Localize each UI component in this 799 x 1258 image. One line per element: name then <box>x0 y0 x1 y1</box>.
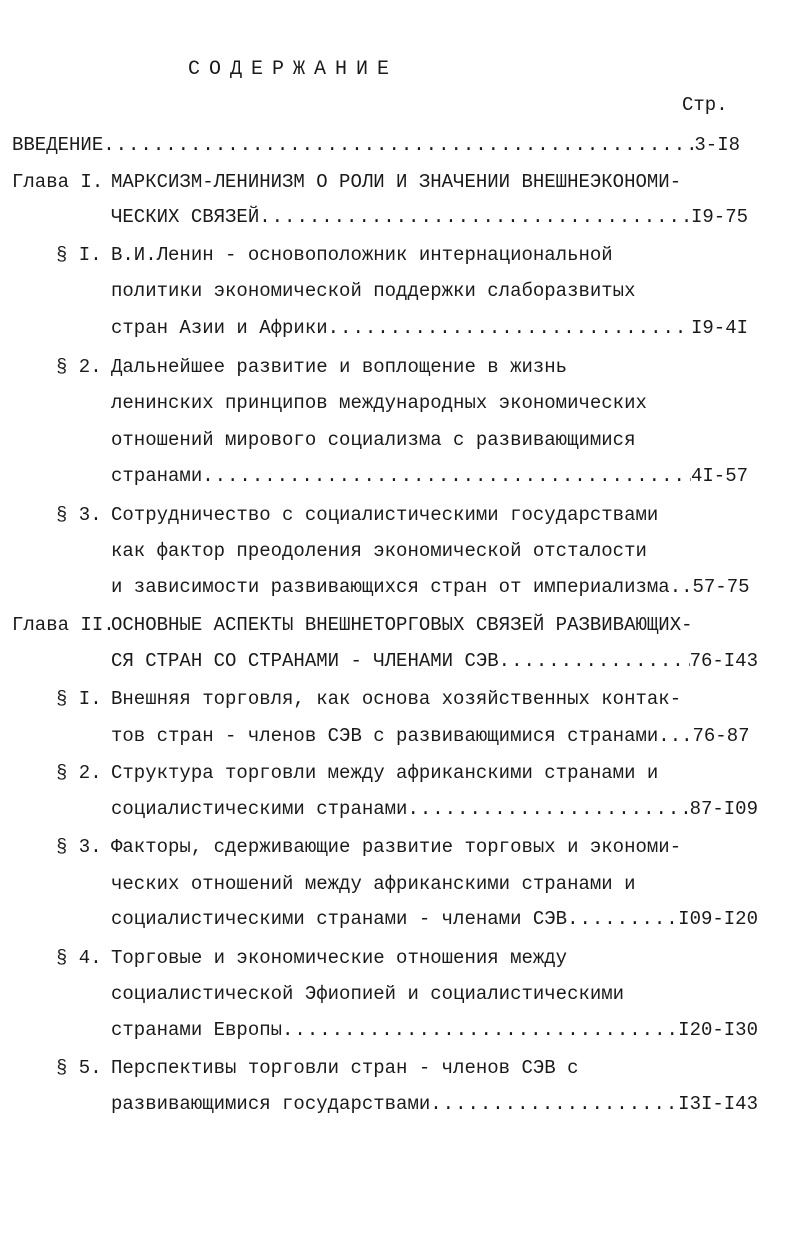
toc-row <box>0 576 748 602</box>
toc-entry-text: тов стран - членов СЭВ с развивающимися странами... <box>111 725 693 747</box>
section-label: § I. <box>56 688 102 710</box>
page-range: I20-I30 <box>678 1019 758 1041</box>
toc-row <box>0 465 748 491</box>
toc-entry-text: МАРКСИЗМ-ЛЕНИНИЗМ О РОЛИ И ЗНАЧЕНИИ ВНЕШНЕЭКОНОМИ- <box>111 171 682 193</box>
dot-leader <box>202 465 691 487</box>
toc-row <box>0 836 748 862</box>
toc-entry-text: как фактор преодоления экономической отсталости <box>111 540 647 562</box>
toc-row <box>0 688 748 714</box>
toc-entry-text: отношений мирового социализма с развивающимися <box>111 429 636 451</box>
chapter-label: Глава II. <box>12 614 115 636</box>
toc-row <box>0 134 740 160</box>
toc-entry-text: ческих отношений между африканскими странами и <box>111 873 636 895</box>
toc-entry-text: В.И.Ленин - основоположник интернациональной <box>111 244 613 266</box>
toc-row <box>0 171 748 197</box>
dot-leader <box>282 1019 678 1041</box>
toc-row <box>0 947 748 973</box>
section-label: § 2. <box>56 762 102 784</box>
toc-entry-text: ВВЕДЕНИЕ <box>12 134 104 156</box>
page-range: 4I-57 <box>690 465 748 487</box>
section-label: § 2. <box>56 356 102 378</box>
toc-row <box>0 873 748 899</box>
dot-leader <box>103 134 694 156</box>
toc-entry-text: и зависимости развивающихся стран от империализма.. <box>111 576 693 598</box>
page-column-header: Стр. <box>682 94 728 116</box>
toc-entry-text: социалистическими странами <box>111 798 408 820</box>
toc-row <box>0 317 748 343</box>
section-label: § 4. <box>56 947 102 969</box>
page-range: 87-I09 <box>689 798 758 820</box>
page-range: 76-I43 <box>689 650 758 672</box>
section-label: § 3. <box>56 836 102 858</box>
toc-entry-text: политики экономической поддержки слаборазвитых <box>111 280 636 302</box>
page-range: I9-4I <box>690 317 748 339</box>
toc-row <box>0 762 748 788</box>
toc-row <box>0 429 748 455</box>
page-range: 57-75 <box>692 576 750 598</box>
dot-leader <box>259 206 691 228</box>
toc-entry-text: ленинских принципов международных экономических <box>111 392 647 414</box>
toc-entry-text: Внешняя торговля, как основа хозяйственных контак- <box>111 688 682 710</box>
toc-row <box>0 504 748 530</box>
dot-leader <box>407 798 689 820</box>
page-range: I9-75 <box>690 206 748 228</box>
section-label: § I. <box>56 244 102 266</box>
toc-row <box>0 244 748 270</box>
toc-entry-text: ЧЕСКИХ СВЯЗЕЙ <box>111 206 260 228</box>
dot-leader <box>567 908 678 930</box>
page-range: I3I-I43 <box>678 1093 758 1115</box>
toc-entry-text: развивающимися государствами <box>111 1093 431 1115</box>
section-label: § 3. <box>56 504 102 526</box>
toc-entry-text: ОСНОВНЫЕ АСПЕКТЫ ВНЕШНЕТОРГОВЫХ СВЯЗЕЙ РАЗВИВАЮЩИХ- <box>111 614 693 636</box>
toc-entry-text: странами <box>111 465 203 487</box>
dot-leader <box>499 650 690 672</box>
toc-row <box>0 983 748 1009</box>
toc-entry-text: Структура торговли между африканскими странами и <box>111 762 659 784</box>
toc-row <box>0 650 758 676</box>
toc-entry-text: Сотрудничество с социалистическими государствами <box>111 504 659 526</box>
dot-leader <box>328 317 691 339</box>
toc-row <box>0 908 758 934</box>
section-label: § 5. <box>56 1057 102 1079</box>
page-range: I09-I20 <box>678 908 758 930</box>
toc-row <box>0 356 748 382</box>
toc-row <box>0 725 748 751</box>
toc-row <box>0 280 748 306</box>
toc-entry-text: странами Европы <box>111 1019 283 1041</box>
toc-entry-text: Торговые и экономические отношения между <box>111 947 568 969</box>
page-range: 76-87 <box>692 725 750 747</box>
toc-row <box>0 392 748 418</box>
toc-entry-text: Факторы, сдерживающие развитие торговых и экономи- <box>111 836 682 858</box>
page-range: 3-I8 <box>694 134 740 156</box>
page-title: СОДЕРЖАНИЕ <box>188 58 399 81</box>
toc-entry-text: социалистическими странами - членами СЭВ <box>111 908 568 930</box>
toc-row <box>0 206 748 232</box>
toc-row <box>0 798 758 824</box>
toc-entry-text: социалистической Эфиопией и социалистическими <box>111 983 625 1005</box>
toc-entry-text: Перспективы торговли стран - членов СЭВ с <box>111 1057 579 1079</box>
toc-entry-text: СЯ СТРАН СО СТРАНАМИ - ЧЛЕНАМИ СЭВ <box>111 650 499 672</box>
toc-row <box>0 1019 758 1045</box>
toc-row <box>0 1093 758 1119</box>
toc-entry-text: стран Азии и Африки <box>111 317 328 339</box>
toc-row <box>0 1057 748 1083</box>
dot-leader <box>430 1093 678 1115</box>
chapter-label: Глава I. <box>12 171 104 193</box>
toc-entry-text: Дальнейшее развитие и воплощение в жизнь <box>111 356 568 378</box>
toc-row <box>0 614 748 640</box>
toc-row <box>0 540 748 566</box>
